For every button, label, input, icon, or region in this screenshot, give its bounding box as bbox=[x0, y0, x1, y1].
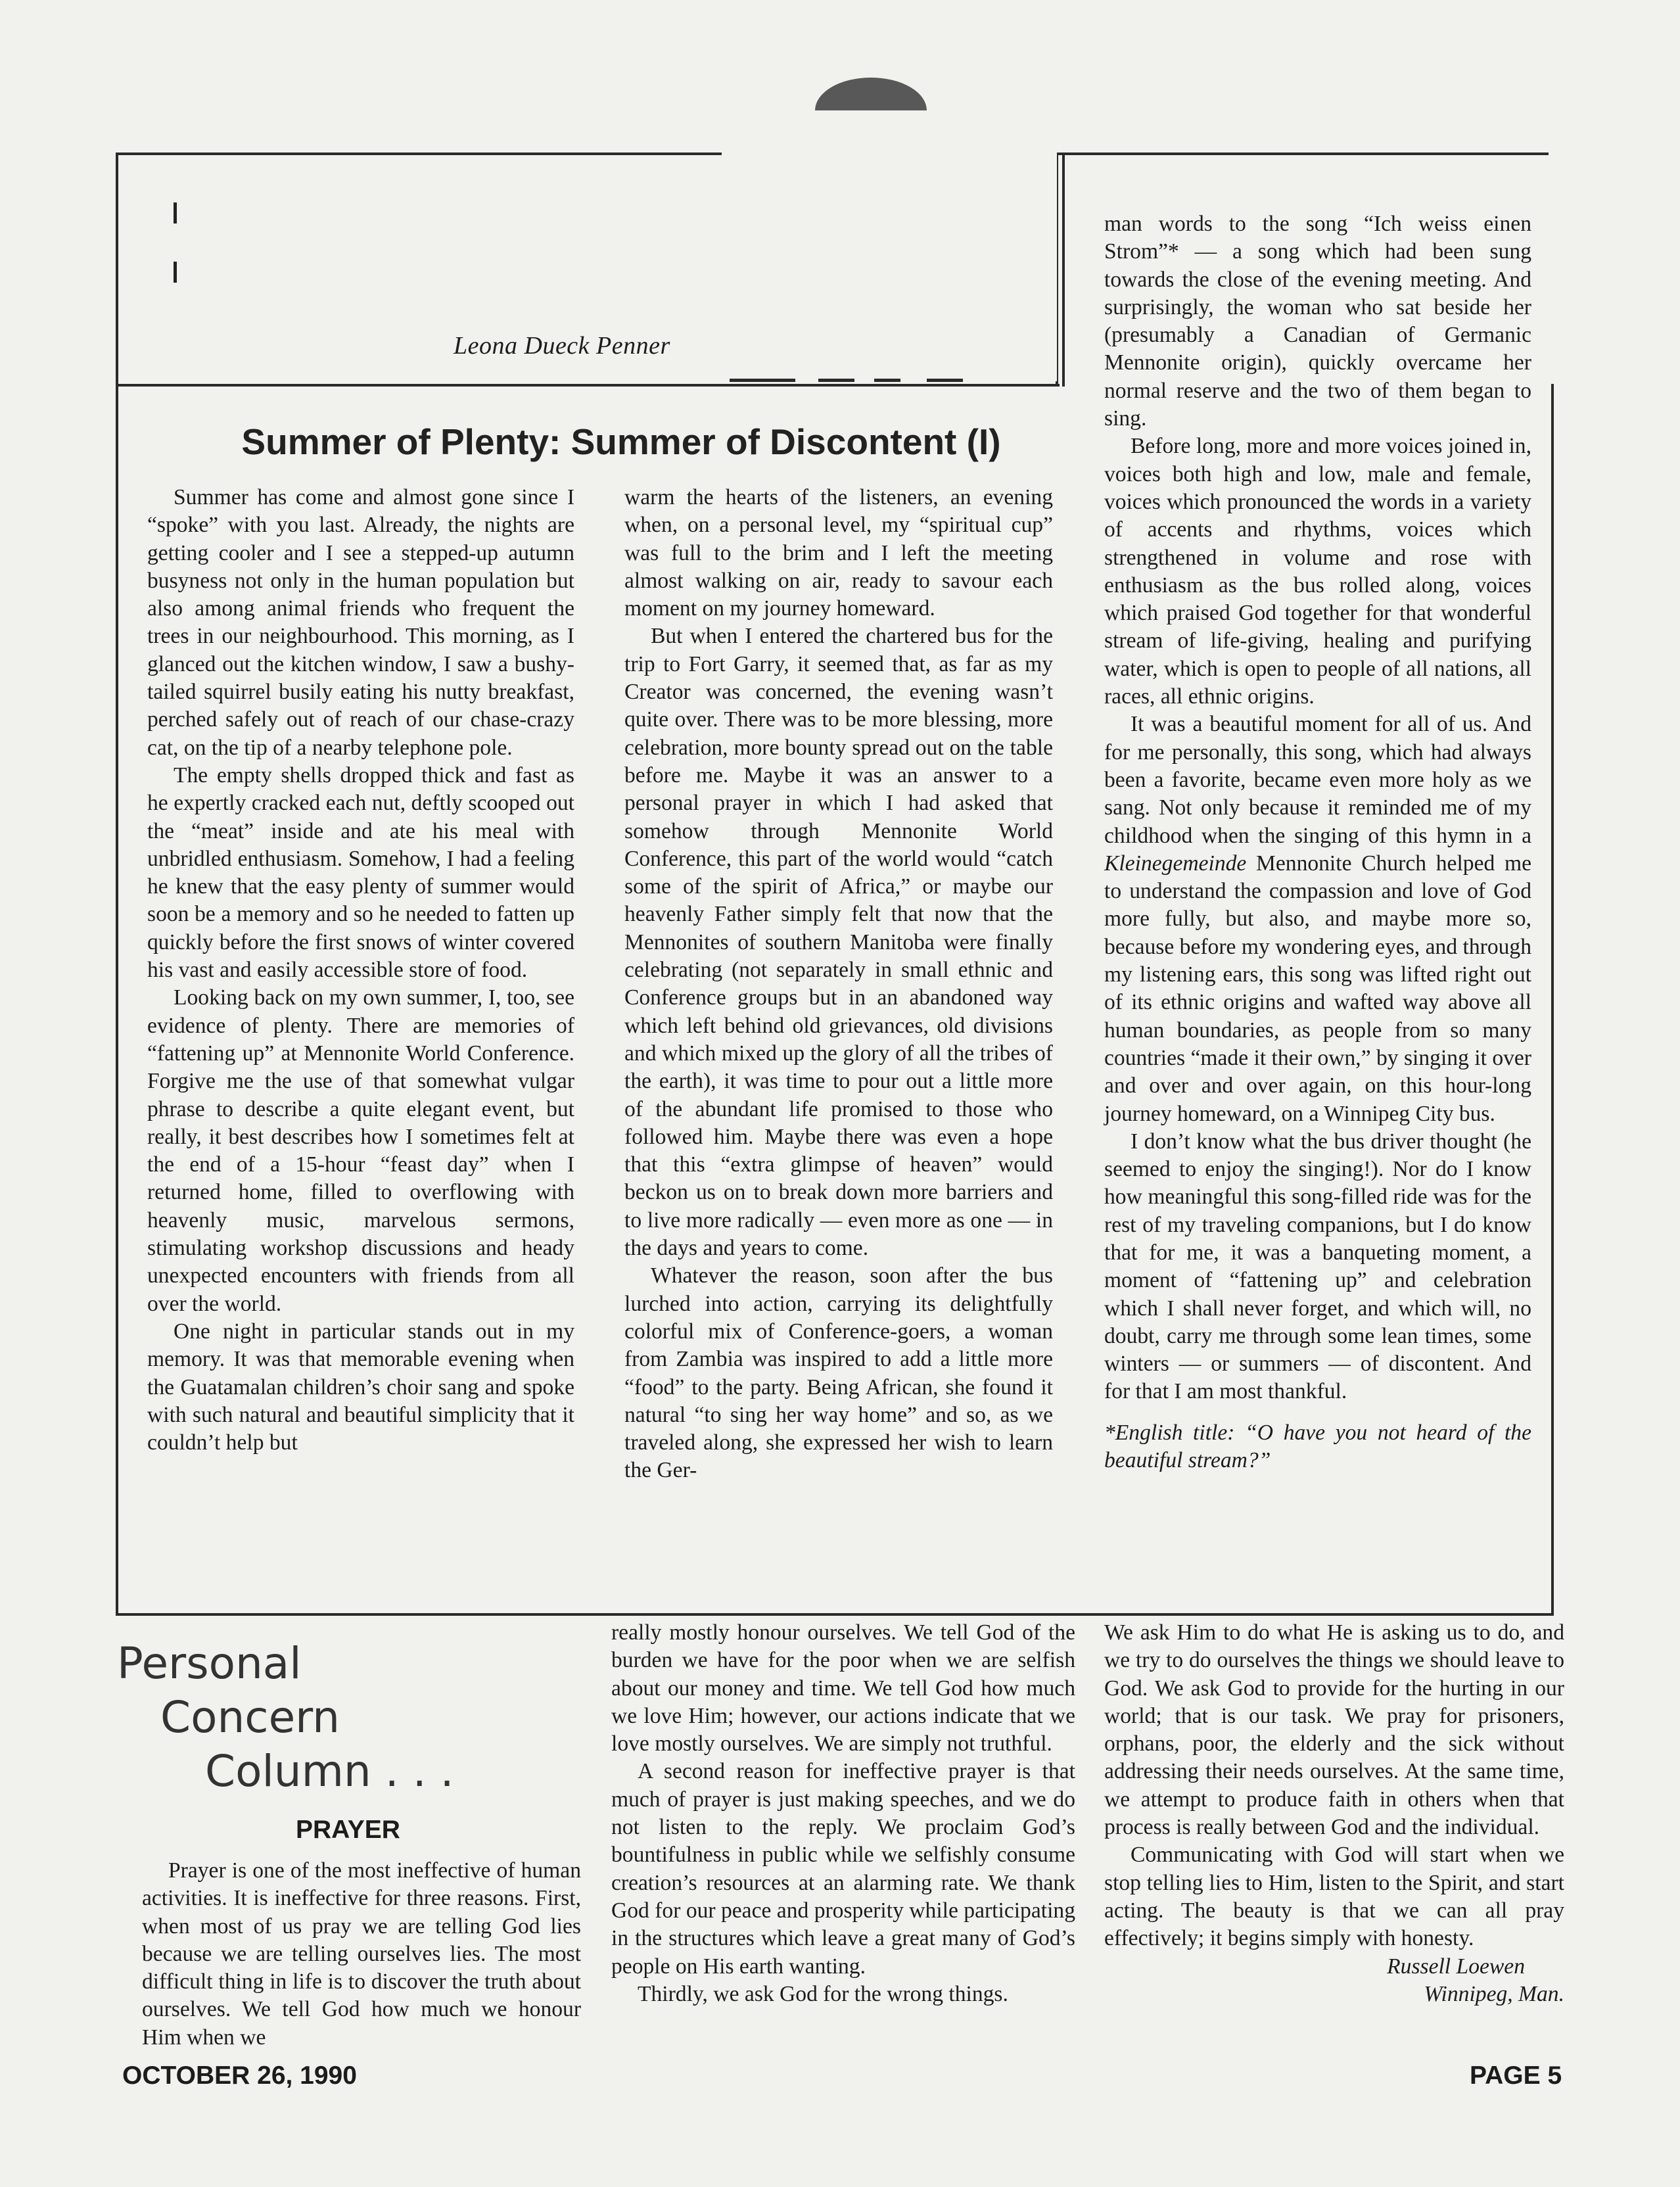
column-heading-line-3: Column . . . bbox=[205, 1746, 454, 1797]
paragraph: Thirdly, we ask God for the wrong things. bbox=[638, 1981, 1008, 2006]
article-column-1 bbox=[147, 484, 574, 1457]
paragraph: warm the hearts of the listeners, an evening when, on a personal level, my “spiritual cup” was full to the brim and I left the meeting almost walking on air, ready to savour each moment on my journey homeward. bbox=[624, 485, 1053, 621]
paragraph: But when I entered the chartered bus for the trip to Fort Garry, it seemed that, as far as my Creator was concerned, the evening wasn’t quite over. There was to be more blessing, more celebration, more bounty spread out on the table before me. Maybe it was an answer to a personal prayer in which I had asked that somehow through Mennonite World Conference, this part of the world would “catch some of the spirit of Africa,” or maybe our heavenly Father simply felt that now that the Mennonites of southern Manitoba were finally celebrating (not separately in small ethnic and Conference groups but in an abandoned way which left behind old grievances, old divisions and which mixed up the glory of all the tribes of the earth), it was time to pour out a little more of the abundant life promised to those who followed him. Maybe there was even a hope that this “extra glimpse of heaven” would beckon us on to break down more barriers and to live more radically — even more as one — in the days and years to come. bbox=[624, 624, 1053, 1261]
rule-dash bbox=[874, 379, 900, 382]
footnote: *English title: “O have you not heard of the beautiful stream?” bbox=[1104, 1420, 1531, 1473]
ink-blot bbox=[815, 78, 927, 110]
article-column-3 bbox=[1104, 210, 1531, 1474]
issue-date: OCTOBER 26, 1990 bbox=[122, 2061, 357, 2090]
text-run: It was a beautiful moment for all of us. And for me personally, this song, which had always been a favorite, became even more holy as we sang. Not only because it reminded me of my childhood when the singing of this hymn in a bbox=[1104, 712, 1531, 848]
paragraph: really mostly honour ourselves. We tell God of the burden we have for the poor when we are selfish about our money and time. We tell God how much we love Him; however, our actions indicate that we love mostly ourselves. We are simply not truthful. bbox=[611, 1620, 1075, 1756]
paragraph: Looking back on my own summer, I, too, see evidence of plenty. There are memories of “fattening up” at Mennonite World Conference. Forgive me the use of that somewhat vulgar phrase to describe a quite elegant event, but really, it best describes how I sometimes felt at the end of a 15-hour “feast day” when I returned home, filled to overflowing with heavenly music, marvelous sermons, stimulating workshop discussions and heady unexpected encounters with friends from all over the world. bbox=[147, 985, 574, 1316]
header-mark bbox=[174, 202, 177, 223]
signature-name: Russell Loewen bbox=[1387, 1954, 1525, 1979]
column-top-rule bbox=[1056, 153, 1549, 155]
paragraph: Summer has come and almost gone since I “spoke” with you last. Already, the nights are getting cooler and I see a stepped-up autumn busyness not only in the human population but also among animal friends who frequent the trees in our neighbourhood. This morning, as I glanced out the kitchen window, I saw a bushy-tailed squirrel busily eating his nutty breakfast, perched safely out of reach of our chase-crazy cat, on the tip of a nearby telephone pole. bbox=[147, 485, 574, 760]
rule-dash bbox=[818, 379, 854, 382]
paragraph: One night in particular stands out in my memory. It was that memorable evening when the Guatamalan children’s choir sang and spoke with such natural and beautiful simplicity that it couldn’t help but bbox=[147, 1319, 574, 1455]
signature-place: Winnipeg, Man. bbox=[1424, 1981, 1564, 2006]
paragraph: man words to the song “Ich weiss einen Strom”* — a song which had been sung towards the close of the evening meeting. And surprisingly, the woman who sat beside her (presumably a Canadian of Germanic Mennonite origin), quickly overcame her normal reserve and the two of them began to sing. bbox=[1104, 212, 1531, 431]
text-run: Mennonite Church helped me to understand the compassion and love of God more fully, but also, and maybe more so, because before my wondering eyes, and through my listening ears, this song was lifted right out of its ethnic origins and wafted way above all human boundaries, as people from so many countries “made it their own,” by singing it over and over and over again, on this hour-long journey homeward, on a Winnipeg City bus. bbox=[1104, 851, 1531, 1126]
paragraph: The empty shells dropped thick and fast as he expertly cracked each nut, deftly scooped out the “meat” inside and ate his meal with unbridled enthusiasm. Somehow, I had a feeling he knew that the easy plenty of summer would soon be a memory and so he needed to fatten up quickly before the first snows of winter covered his vast and easily accessible store of food. bbox=[147, 763, 574, 983]
rule-dash bbox=[730, 379, 795, 382]
paragraph bbox=[1104, 711, 1531, 1127]
article-title: Summer of Plenty: Summer of Discontent (I) bbox=[241, 421, 1001, 462]
white-block bbox=[722, 125, 1057, 381]
concern-column-3 bbox=[1104, 1619, 1564, 2008]
header-mark bbox=[174, 262, 177, 283]
column-heading-line-1: Personal bbox=[117, 1638, 302, 1689]
page-number: PAGE 5 bbox=[1470, 2061, 1562, 2090]
section-subheading: PRAYER bbox=[296, 1816, 400, 1844]
author-name: Leona Dueck Penner bbox=[454, 332, 670, 360]
rule-dash bbox=[927, 379, 963, 382]
paragraph: Whatever the reason, soon after the bus lurched into action, carrying its delightfully colorful mix of Conference-goers, a woman from Zambia was inspired to add a little more “food” to the party. Being African, she found it natural “to sing her way home” and so, as we traveled along, she expressed her wish to learn the Ger- bbox=[624, 1263, 1053, 1483]
paragraph: We ask Him to do what He is asking us to do, and we try to do ourselves the things we should leave to God. We ask God to provide for the hurting in our world; that is our task. We pray for prisoners, orphans, poor, the elderly and the sick without addressing their needs ourselves. At the same time, we attempt to produce faith in others when that process is really between God and the individual. bbox=[1104, 1620, 1564, 1840]
paragraph: Prayer is one of the most ineffective of human activities. It is ineffective for three reasons. First, when most of us pray we are telling God lies because we are telling ourselves lies. The most difficult thing in life is to discover the truth about ourselves. We tell God how much we honour Him when we bbox=[142, 1858, 581, 2050]
paragraph: Before long, more and more voices joined in, voices both high and low, male and female, voices which pronounced the words in a variety of accents and rhythms, voices which strengthened in volume and rose with enthusiasm as the bus rolled along, voices which praised God together for that wonderful stream of life-giving, healing and purifying water, which is open to people of all nations, all races, all ethnic origins. bbox=[1104, 434, 1531, 709]
paragraph: Communicating with God will start when we stop telling lies to Him, listen to the Spirit, and start acting. The beauty is that we can all pray effectively; it begins simply with honesty. bbox=[1104, 1843, 1564, 1951]
concern-column-1 bbox=[142, 1857, 581, 2052]
church-name: Kleinegemeinde bbox=[1104, 851, 1247, 876]
paragraph: A second reason for ineffective prayer is that much of prayer is just making speeches, and we do not listen to the reply. We proclaim God’s bountifulness in public while we selfishly consume creation’s resources at an alarming rate. We thank God for our peace and prosperity while participating in the structures which leave a great many of God’s people on His earth wanting. bbox=[611, 1759, 1075, 1979]
concern-column-2 bbox=[611, 1619, 1075, 2008]
header-divider bbox=[116, 384, 1060, 387]
paragraph: I don’t know what the bus driver thought (he seemed to enjoy the singing!). Nor do I know how meaningful this song-filled ride was for the rest of my traveling companions, but I do know that for me, it was a banqueting moment, a moment of “fattening up” and celebration which I shall never forget, and which will, no doubt, carry me through some lean times, some winters — or summers — of discontent. And for that I am most thankful. bbox=[1104, 1129, 1531, 1404]
column-heading-line-2: Concern bbox=[160, 1692, 340, 1743]
article-column-2 bbox=[624, 484, 1053, 1485]
